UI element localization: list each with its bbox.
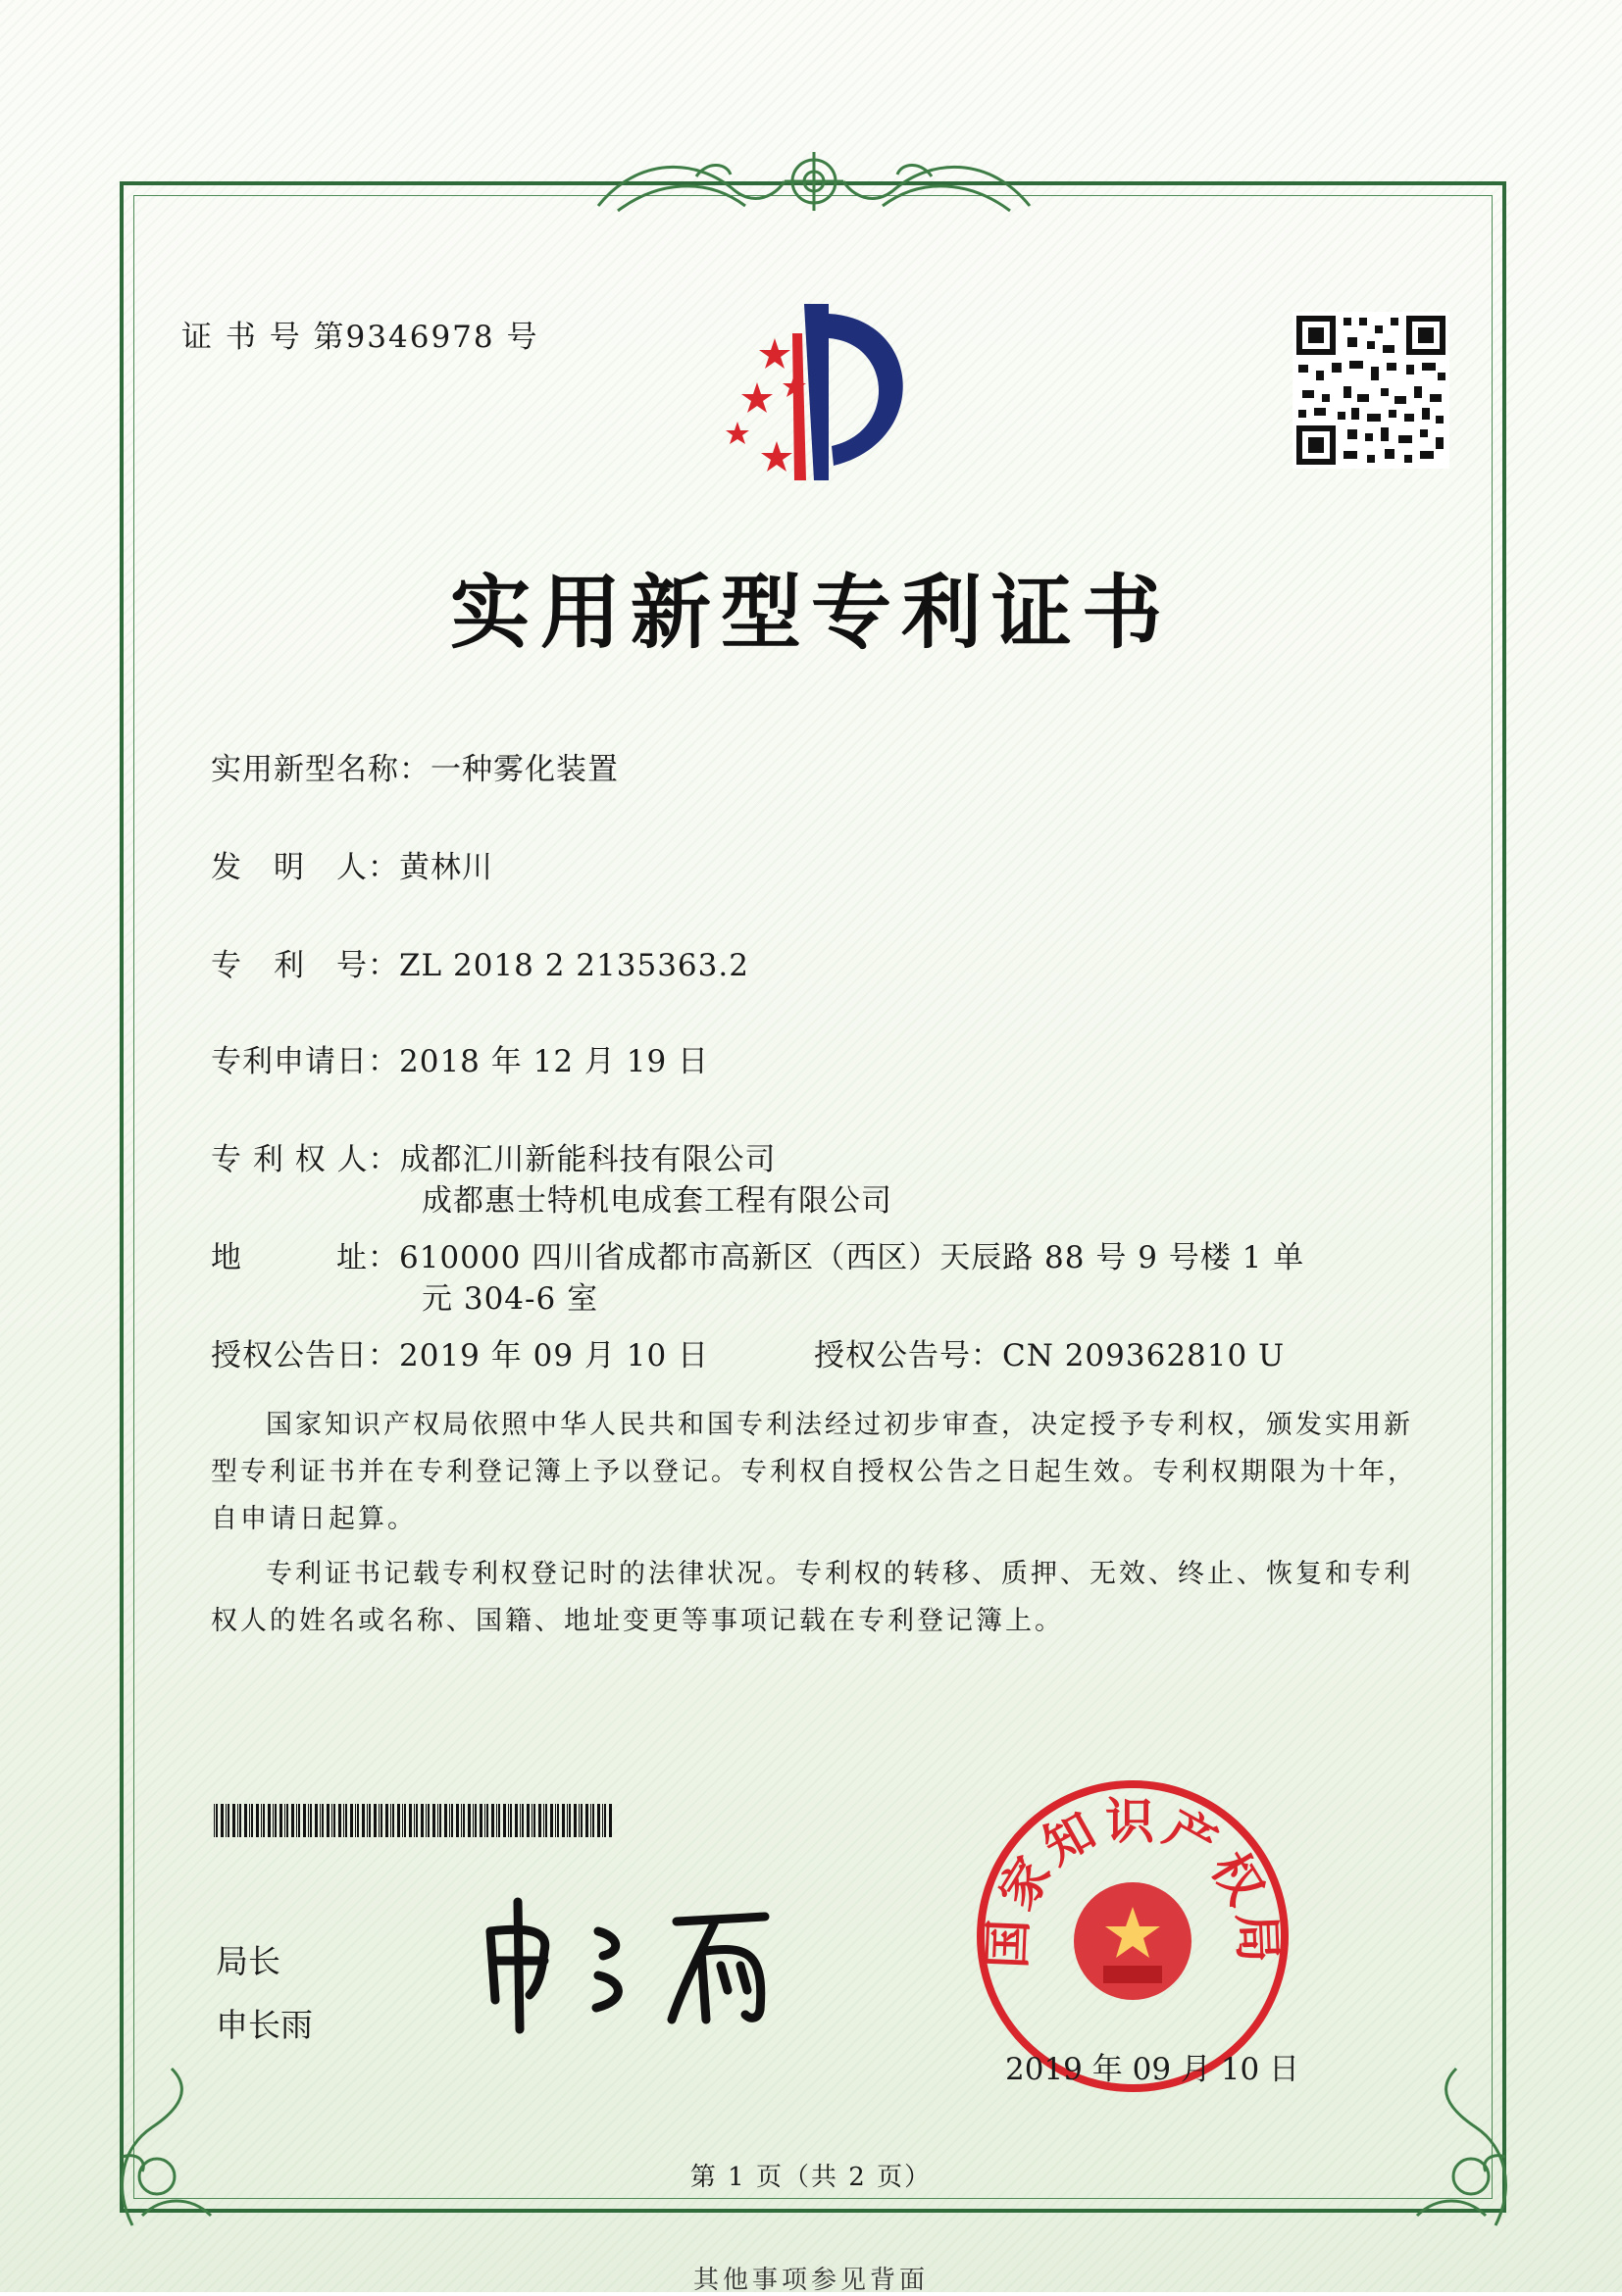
field-patentee-line-2 — [422, 1180, 892, 1222]
field-address-line-2: 元 304-6 室 — [422, 1281, 599, 1317]
field-name-label: 实用新型名称： — [211, 752, 431, 787]
certificate-title: 实用新型专利证书 — [449, 566, 1172, 660]
bottom-left-ornament-icon — [103, 2059, 240, 2235]
field-name-value: 一种雾化装置 — [431, 752, 619, 787]
field-filing-date — [211, 1041, 709, 1082]
field-inventor-value: 黄林川 — [399, 850, 493, 885]
field-patentee-label: 专 利 权 人： — [211, 1142, 400, 1177]
field-announce-date-label: 授权公告日： — [211, 1338, 399, 1373]
director-name: 申长雨 — [216, 2006, 313, 2044]
field-announce-no-value: CN 209362810 U — [1002, 1338, 1286, 1373]
field-announce-date — [211, 1335, 709, 1376]
barcode-icon — [214, 1804, 616, 1837]
field-inventor — [211, 847, 493, 888]
field-address-label: 地 址： — [211, 1240, 399, 1275]
bottom-note: 其他事项参见背面 — [692, 2266, 929, 2295]
bottom-right-ornament-icon — [1388, 2059, 1525, 2235]
field-address — [211, 1237, 1304, 1278]
field-patent-no — [211, 945, 749, 986]
paragraph-legal-status: 专利证书记载专利权登记时的法律状况。专利权的转移、质押、无效、终止、恢复和专利权人的姓名或名称、国籍、地址变更等事项记载在专利登记簿上。 — [211, 1559, 1413, 1636]
field-address-line-1: 610000 四川省成都市高新区（西区）天辰路 88 号 9 号楼 1 单 — [399, 1240, 1305, 1275]
field-announce-no — [814, 1335, 1285, 1376]
field-inventor-label: 发 明 人： — [211, 850, 399, 885]
field-address-line-2-row — [422, 1278, 598, 1320]
qr-code-icon — [1293, 312, 1449, 469]
patent-office-logo-icon — [696, 294, 951, 490]
field-announce-date-value: 2019 年 09 月 10 日 — [399, 1338, 710, 1373]
seal-text: 国家知识产权局 — [977, 1792, 1289, 1970]
paragraph-grant: 国家知识产权局依照中华人民共和国专利法经过初步审查，决定授予专利权，颁发实用新型专利证书并在专利登记簿上予以登记。专利权自授权公告之日起生效。专利权期限为十年，自申请日起算。 — [211, 1410, 1417, 1534]
field-announce-no-label: 授权公告号： — [814, 1338, 1002, 1373]
field-patentee — [211, 1139, 777, 1180]
top-ornament-icon — [579, 137, 1049, 235]
certificate-number: 证 书 号 第9346978 号 — [181, 320, 539, 355]
seal-date: 2019 年 09 月 10 日 — [1005, 2052, 1300, 2087]
field-filing-date-label: 专利申请日： — [211, 1044, 399, 1079]
page-number: 第 1 页（共 2 页） — [689, 2163, 933, 2192]
field-patentee-value-1: 成都汇川新能科技有限公司 — [399, 1142, 777, 1177]
field-patent-no-label: 专 利 号： — [211, 948, 399, 983]
director-title: 局长 — [216, 1942, 280, 1980]
field-name — [211, 749, 619, 790]
field-patentee-value-2: 成都惠士特机电成套工程有限公司 — [422, 1183, 892, 1219]
field-patent-no-value: ZL 2018 2 2135363.2 — [399, 948, 749, 983]
field-filing-date-value: 2018 年 12 月 19 日 — [399, 1044, 710, 1079]
director-signature-icon — [471, 1892, 824, 2039]
